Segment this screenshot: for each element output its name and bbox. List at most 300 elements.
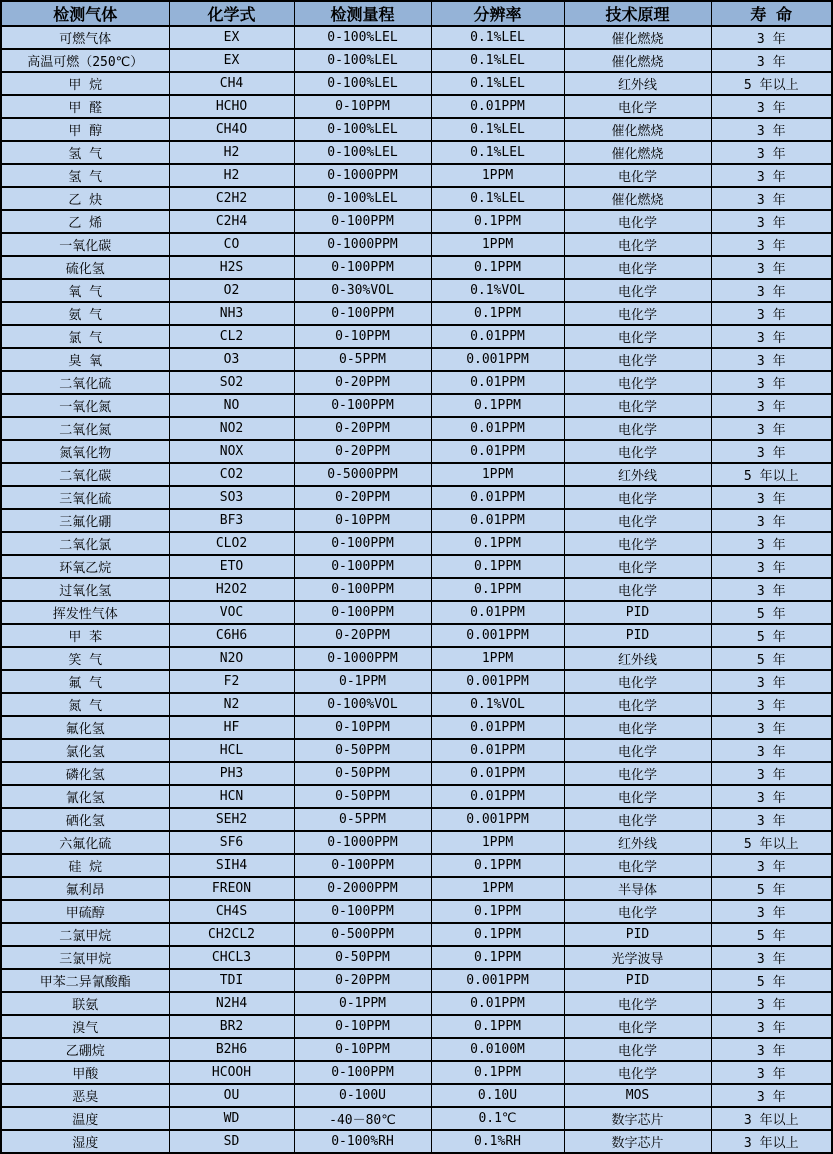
table-cell: CH4 bbox=[169, 72, 294, 95]
table-cell: 电化学 bbox=[564, 532, 711, 555]
table-cell: N2 bbox=[169, 693, 294, 716]
table-cell: SF6 bbox=[169, 831, 294, 854]
table-row bbox=[1, 1015, 832, 1038]
table-cell: NO2 bbox=[169, 417, 294, 440]
table-cell: 乙 炔 bbox=[1, 187, 169, 210]
table-cell: NH3 bbox=[169, 302, 294, 325]
table-cell: 3 年 bbox=[711, 670, 832, 693]
table-cell: H2O2 bbox=[169, 578, 294, 601]
table-cell: 0.1PPM bbox=[431, 923, 564, 946]
table-cell: HCN bbox=[169, 785, 294, 808]
table-cell: BF3 bbox=[169, 509, 294, 532]
table-cell: 电化学 bbox=[564, 1061, 711, 1084]
table-cell: 3 年 bbox=[711, 440, 832, 463]
table-row bbox=[1, 647, 832, 670]
table-cell: 0-2000PPM bbox=[294, 877, 431, 900]
table-cell: 3 年 bbox=[711, 808, 832, 831]
table-cell: 电化学 bbox=[564, 854, 711, 877]
table-cell: 3 年 bbox=[711, 992, 832, 1015]
table-cell: 3 年 bbox=[711, 854, 832, 877]
table-cell: 电化学 bbox=[564, 716, 711, 739]
table-row bbox=[1, 95, 832, 118]
table-cell: NO bbox=[169, 394, 294, 417]
table-row bbox=[1, 394, 832, 417]
table-row bbox=[1, 417, 832, 440]
table-row bbox=[1, 463, 832, 486]
table-cell: B2H6 bbox=[169, 1038, 294, 1061]
table-row bbox=[1, 1038, 832, 1061]
table-cell: 0-1000PPM bbox=[294, 233, 431, 256]
table-cell: 电化学 bbox=[564, 210, 711, 233]
table-cell: 0-10PPM bbox=[294, 1015, 431, 1038]
table-cell: 0.1%VOL bbox=[431, 279, 564, 302]
table-cell: 0-100PPM bbox=[294, 601, 431, 624]
table-cell: 0-20PPM bbox=[294, 624, 431, 647]
table-cell: 氟化氢 bbox=[1, 716, 169, 739]
table-cell: 3 年 bbox=[711, 118, 832, 141]
table-cell: 3 年 bbox=[711, 1061, 832, 1084]
table-cell: 0-50PPM bbox=[294, 762, 431, 785]
table-cell: 半导体 bbox=[564, 877, 711, 900]
table-cell: C2H2 bbox=[169, 187, 294, 210]
table-cell: 0.01PPM bbox=[431, 509, 564, 532]
table-row bbox=[1, 187, 832, 210]
column-header: 技术原理 bbox=[564, 1, 711, 26]
table-row bbox=[1, 670, 832, 693]
table-cell: 0.1%LEL bbox=[431, 187, 564, 210]
table-cell: 3 年 bbox=[711, 946, 832, 969]
table-cell: C6H6 bbox=[169, 624, 294, 647]
table-cell: H2 bbox=[169, 141, 294, 164]
table-row bbox=[1, 1061, 832, 1084]
table-cell: 0.1PPM bbox=[431, 854, 564, 877]
table-cell: 电化学 bbox=[564, 164, 711, 187]
table-cell: 3 年以上 bbox=[711, 1107, 832, 1130]
table-cell: 0.1%RH bbox=[431, 1130, 564, 1153]
table-row bbox=[1, 440, 832, 463]
table-cell: 3 年 bbox=[711, 233, 832, 256]
table-cell: VOC bbox=[169, 601, 294, 624]
table-cell: 0-50PPM bbox=[294, 946, 431, 969]
table-cell: 3 年 bbox=[711, 348, 832, 371]
table-cell: HF bbox=[169, 716, 294, 739]
table-cell: 电化学 bbox=[564, 509, 711, 532]
table-row bbox=[1, 486, 832, 509]
table-row bbox=[1, 1107, 832, 1130]
table-row bbox=[1, 233, 832, 256]
table-cell: 二氧化氮 bbox=[1, 417, 169, 440]
table-cell: 电化学 bbox=[564, 325, 711, 348]
table-cell: 0.001PPM bbox=[431, 808, 564, 831]
table-cell: 挥发性气体 bbox=[1, 601, 169, 624]
table-cell: 氮氧化物 bbox=[1, 440, 169, 463]
table-cell: 3 年 bbox=[711, 141, 832, 164]
table-cell: 0.1PPM bbox=[431, 532, 564, 555]
table-cell: 0.01PPM bbox=[431, 739, 564, 762]
table-cell: 0.1PPM bbox=[431, 578, 564, 601]
table-cell: 1PPM bbox=[431, 233, 564, 256]
table-cell: 3 年 bbox=[711, 26, 832, 49]
table-cell: PH3 bbox=[169, 762, 294, 785]
table-cell: 0.01PPM bbox=[431, 417, 564, 440]
table-cell: 电化学 bbox=[564, 95, 711, 118]
table-cell: 0-100%LEL bbox=[294, 118, 431, 141]
table-cell: 0-10PPM bbox=[294, 95, 431, 118]
table-cell: H2S bbox=[169, 256, 294, 279]
table-cell: 0-10PPM bbox=[294, 325, 431, 348]
table-row bbox=[1, 716, 832, 739]
table-cell: 3 年 bbox=[711, 785, 832, 808]
table-cell: 3 年 bbox=[711, 900, 832, 923]
table-cell: 5 年以上 bbox=[711, 463, 832, 486]
table-cell: 5 年 bbox=[711, 601, 832, 624]
table-cell: 电化学 bbox=[564, 486, 711, 509]
table-cell: 氢 气 bbox=[1, 164, 169, 187]
table-row bbox=[1, 808, 832, 831]
table-cell: 氧 气 bbox=[1, 279, 169, 302]
table-cell: 3 年 bbox=[711, 256, 832, 279]
table-cell: 0-10PPM bbox=[294, 716, 431, 739]
table-cell: 3 年 bbox=[711, 532, 832, 555]
table-cell: 甲酸 bbox=[1, 1061, 169, 1084]
table-cell: 5 年 bbox=[711, 877, 832, 900]
table-cell: 0-100%LEL bbox=[294, 26, 431, 49]
table-cell: 电化学 bbox=[564, 900, 711, 923]
table-cell: BR2 bbox=[169, 1015, 294, 1038]
table-cell: 硅 烷 bbox=[1, 854, 169, 877]
table-cell: 0.1%LEL bbox=[431, 118, 564, 141]
table-cell: CL2 bbox=[169, 325, 294, 348]
table-cell: 1PPM bbox=[431, 164, 564, 187]
table-cell: 0.1%VOL bbox=[431, 693, 564, 716]
table-row bbox=[1, 141, 832, 164]
table-cell: 5 年 bbox=[711, 923, 832, 946]
table-cell: 臭 氧 bbox=[1, 348, 169, 371]
table-cell: O2 bbox=[169, 279, 294, 302]
table-cell: 0.1PPM bbox=[431, 946, 564, 969]
table-cell: 数字芯片 bbox=[564, 1107, 711, 1130]
table-cell: 电化学 bbox=[564, 233, 711, 256]
table-cell: 磷化氢 bbox=[1, 762, 169, 785]
table-cell: 5 年 bbox=[711, 647, 832, 670]
table-cell: 三氯甲烷 bbox=[1, 946, 169, 969]
table-row bbox=[1, 26, 832, 49]
table-cell: 溴气 bbox=[1, 1015, 169, 1038]
table-cell: 电化学 bbox=[564, 1038, 711, 1061]
table-cell: 0-100%LEL bbox=[294, 141, 431, 164]
table-cell: ETO bbox=[169, 555, 294, 578]
table-cell: 0.1%LEL bbox=[431, 72, 564, 95]
table-cell: 二氯甲烷 bbox=[1, 923, 169, 946]
table-cell: EX bbox=[169, 49, 294, 72]
table-cell: 1PPM bbox=[431, 463, 564, 486]
column-header: 寿 命 bbox=[711, 1, 832, 26]
table-cell: 0-1000PPM bbox=[294, 647, 431, 670]
table-cell: 0.1PPM bbox=[431, 302, 564, 325]
table-row bbox=[1, 1084, 832, 1107]
table-row bbox=[1, 854, 832, 877]
table-cell: 催化燃烧 bbox=[564, 49, 711, 72]
table-row bbox=[1, 509, 832, 532]
table-cell: 0-100PPM bbox=[294, 394, 431, 417]
table-cell: 氟 气 bbox=[1, 670, 169, 693]
table-cell: 0-20PPM bbox=[294, 486, 431, 509]
table-cell: CO bbox=[169, 233, 294, 256]
table-cell: PID bbox=[564, 969, 711, 992]
table-body bbox=[1, 26, 832, 1153]
table-cell: 3 年 bbox=[711, 762, 832, 785]
table-cell: 0-100PPM bbox=[294, 256, 431, 279]
table-cell: 1PPM bbox=[431, 647, 564, 670]
table-cell: 0.1PPM bbox=[431, 555, 564, 578]
table-cell: 光学波导 bbox=[564, 946, 711, 969]
table-cell: 电化学 bbox=[564, 578, 711, 601]
table-cell: 0.001PPM bbox=[431, 969, 564, 992]
table-cell: 3 年 bbox=[711, 95, 832, 118]
table-row bbox=[1, 371, 832, 394]
table-cell: -40－80℃ bbox=[294, 1107, 431, 1130]
table-cell: 0.1PPM bbox=[431, 900, 564, 923]
table-cell: O3 bbox=[169, 348, 294, 371]
table-cell: 电化学 bbox=[564, 739, 711, 762]
table-cell: 甲 苯 bbox=[1, 624, 169, 647]
table-row bbox=[1, 601, 832, 624]
table-cell: SO2 bbox=[169, 371, 294, 394]
table-row bbox=[1, 785, 832, 808]
table-cell: 0-1PPM bbox=[294, 992, 431, 1015]
table-cell: 3 年以上 bbox=[711, 1130, 832, 1153]
table-cell: 电化学 bbox=[564, 808, 711, 831]
table-row bbox=[1, 256, 832, 279]
table-cell: 红外线 bbox=[564, 831, 711, 854]
table-cell: 三氧化硫 bbox=[1, 486, 169, 509]
table-cell: N2O bbox=[169, 647, 294, 670]
table-cell: 三氟化硼 bbox=[1, 509, 169, 532]
table-cell: 0.1%LEL bbox=[431, 49, 564, 72]
table-row bbox=[1, 831, 832, 854]
table-cell: 0-5PPM bbox=[294, 348, 431, 371]
table-cell: 0.0100M bbox=[431, 1038, 564, 1061]
table-cell: 3 年 bbox=[711, 1084, 832, 1107]
table-cell: 0-100%LEL bbox=[294, 187, 431, 210]
table-cell: 0.1%LEL bbox=[431, 26, 564, 49]
table-cell: 0-5000PPM bbox=[294, 463, 431, 486]
table-cell: 电化学 bbox=[564, 693, 711, 716]
table-cell: 电化学 bbox=[564, 279, 711, 302]
table-cell: 0.01PPM bbox=[431, 785, 564, 808]
table-cell: EX bbox=[169, 26, 294, 49]
table-row bbox=[1, 118, 832, 141]
table-cell: 0.01PPM bbox=[431, 440, 564, 463]
table-cell: 3 年 bbox=[711, 693, 832, 716]
table-cell: 3 年 bbox=[711, 210, 832, 233]
table-cell: OU bbox=[169, 1084, 294, 1107]
table-cell: 电化学 bbox=[564, 417, 711, 440]
table-cell: 3 年 bbox=[711, 187, 832, 210]
table-cell: 六氟化硫 bbox=[1, 831, 169, 854]
column-header: 检测气体 bbox=[1, 1, 169, 26]
table-cell: 0.1℃ bbox=[431, 1107, 564, 1130]
table-cell: FREON bbox=[169, 877, 294, 900]
table-row bbox=[1, 210, 832, 233]
table-cell: 0-1000PPM bbox=[294, 164, 431, 187]
table-cell: 温度 bbox=[1, 1107, 169, 1130]
table-cell: 红外线 bbox=[564, 463, 711, 486]
table-cell: 3 年 bbox=[711, 555, 832, 578]
table-cell: 3 年 bbox=[711, 279, 832, 302]
table-cell: 乙 烯 bbox=[1, 210, 169, 233]
table-cell: 0-500PPM bbox=[294, 923, 431, 946]
table-cell: HCL bbox=[169, 739, 294, 762]
table-cell: SD bbox=[169, 1130, 294, 1153]
table-cell: 0-100%LEL bbox=[294, 49, 431, 72]
table-row bbox=[1, 762, 832, 785]
table-cell: SIH4 bbox=[169, 854, 294, 877]
table-cell: 氟利昂 bbox=[1, 877, 169, 900]
table-cell: 高温可燃（250℃） bbox=[1, 49, 169, 72]
table-cell: 3 年 bbox=[711, 1015, 832, 1038]
table-cell: 3 年 bbox=[711, 302, 832, 325]
table-cell: CH4S bbox=[169, 900, 294, 923]
table-cell: 0-1000PPM bbox=[294, 831, 431, 854]
table-cell: 数字芯片 bbox=[564, 1130, 711, 1153]
table-row bbox=[1, 923, 832, 946]
table-cell: 0-100PPM bbox=[294, 900, 431, 923]
table-cell: PID bbox=[564, 601, 711, 624]
table-cell: 0-100PPM bbox=[294, 578, 431, 601]
table-cell: 电化学 bbox=[564, 785, 711, 808]
table-cell: 0.01PPM bbox=[431, 601, 564, 624]
table-cell: 甲 醇 bbox=[1, 118, 169, 141]
table-row bbox=[1, 900, 832, 923]
table-row bbox=[1, 302, 832, 325]
table-cell: 3 年 bbox=[711, 486, 832, 509]
table-cell: 二氧化硫 bbox=[1, 371, 169, 394]
table-cell: 0-100%RH bbox=[294, 1130, 431, 1153]
table-cell: 0.01PPM bbox=[431, 371, 564, 394]
table-cell: H2 bbox=[169, 164, 294, 187]
table-cell: 电化学 bbox=[564, 762, 711, 785]
table-cell: 0-5PPM bbox=[294, 808, 431, 831]
table-cell: 0-100PPM bbox=[294, 210, 431, 233]
header-row bbox=[1, 1, 832, 26]
table-cell: 0.1%LEL bbox=[431, 141, 564, 164]
table-cell: 甲 醛 bbox=[1, 95, 169, 118]
table-cell: 0-30%VOL bbox=[294, 279, 431, 302]
table-cell: 0-100PPM bbox=[294, 1061, 431, 1084]
table-row bbox=[1, 164, 832, 187]
table-cell: 3 年 bbox=[711, 325, 832, 348]
table-row bbox=[1, 555, 832, 578]
table-cell: 3 年 bbox=[711, 716, 832, 739]
table-cell: 0.01PPM bbox=[431, 486, 564, 509]
table-cell: 0.1PPM bbox=[431, 256, 564, 279]
table-cell: 0-100PPM bbox=[294, 532, 431, 555]
table-cell: 电化学 bbox=[564, 440, 711, 463]
table-row bbox=[1, 532, 832, 555]
table-cell: NOX bbox=[169, 440, 294, 463]
table-cell: 1PPM bbox=[431, 877, 564, 900]
table-cell: 0.001PPM bbox=[431, 348, 564, 371]
table-cell: C2H4 bbox=[169, 210, 294, 233]
table-cell: TDI bbox=[169, 969, 294, 992]
table-cell: CO2 bbox=[169, 463, 294, 486]
table-cell: 5 年以上 bbox=[711, 72, 832, 95]
table-row bbox=[1, 946, 832, 969]
table-row bbox=[1, 279, 832, 302]
table-cell: 电化学 bbox=[564, 371, 711, 394]
table-cell: 0-20PPM bbox=[294, 371, 431, 394]
table-cell: 红外线 bbox=[564, 647, 711, 670]
table-cell: 0.1PPM bbox=[431, 210, 564, 233]
table-cell: 0-100PPM bbox=[294, 854, 431, 877]
table-cell: 3 年 bbox=[711, 417, 832, 440]
table-cell: SO3 bbox=[169, 486, 294, 509]
table-cell: 0.1PPM bbox=[431, 1061, 564, 1084]
table-cell: 0-50PPM bbox=[294, 785, 431, 808]
table-cell: 3 年 bbox=[711, 371, 832, 394]
table-cell: 0.01PPM bbox=[431, 716, 564, 739]
table-row bbox=[1, 693, 832, 716]
table-cell: CHCL3 bbox=[169, 946, 294, 969]
table-cell: 氰化氢 bbox=[1, 785, 169, 808]
table-cell: 氯 气 bbox=[1, 325, 169, 348]
table-cell: 5 年以上 bbox=[711, 831, 832, 854]
table-cell: 电化学 bbox=[564, 302, 711, 325]
table-cell: CLO2 bbox=[169, 532, 294, 555]
table-cell: 硫化氢 bbox=[1, 256, 169, 279]
table-row bbox=[1, 578, 832, 601]
table-cell: 0.01PPM bbox=[431, 325, 564, 348]
table-cell: 笑 气 bbox=[1, 647, 169, 670]
table-row bbox=[1, 1130, 832, 1153]
column-header: 化学式 bbox=[169, 1, 294, 26]
table-cell: 联氨 bbox=[1, 992, 169, 1015]
table-cell: 催化燃烧 bbox=[564, 118, 711, 141]
table-cell: 甲苯二异氰酸酯 bbox=[1, 969, 169, 992]
table-cell: 电化学 bbox=[564, 670, 711, 693]
table-cell: 湿度 bbox=[1, 1130, 169, 1153]
table-cell: 0-100%LEL bbox=[294, 72, 431, 95]
table-cell: 催化燃烧 bbox=[564, 26, 711, 49]
table-cell: 电化学 bbox=[564, 1015, 711, 1038]
table-cell: 0-20PPM bbox=[294, 969, 431, 992]
table-cell: 0-20PPM bbox=[294, 417, 431, 440]
table-cell: 0.10U bbox=[431, 1084, 564, 1107]
table-cell: 0-50PPM bbox=[294, 739, 431, 762]
table-cell: 3 年 bbox=[711, 739, 832, 762]
table-cell: N2H4 bbox=[169, 992, 294, 1015]
table-cell: 电化学 bbox=[564, 992, 711, 1015]
table-cell: 二氧化碳 bbox=[1, 463, 169, 486]
table-cell: 电化学 bbox=[564, 555, 711, 578]
table-row bbox=[1, 325, 832, 348]
table-cell: PID bbox=[564, 624, 711, 647]
table-cell: 环氧乙烷 bbox=[1, 555, 169, 578]
table-cell: 3 年 bbox=[711, 1038, 832, 1061]
table-row bbox=[1, 969, 832, 992]
table-cell: 红外线 bbox=[564, 72, 711, 95]
table-cell: 恶臭 bbox=[1, 1084, 169, 1107]
table-cell: 0.001PPM bbox=[431, 624, 564, 647]
table-cell: MOS bbox=[564, 1084, 711, 1107]
table-cell: 催化燃烧 bbox=[564, 141, 711, 164]
table-cell: 0-100PPM bbox=[294, 555, 431, 578]
table-row bbox=[1, 992, 832, 1015]
table-cell: CH4O bbox=[169, 118, 294, 141]
table-cell: 氢 气 bbox=[1, 141, 169, 164]
table-row bbox=[1, 624, 832, 647]
